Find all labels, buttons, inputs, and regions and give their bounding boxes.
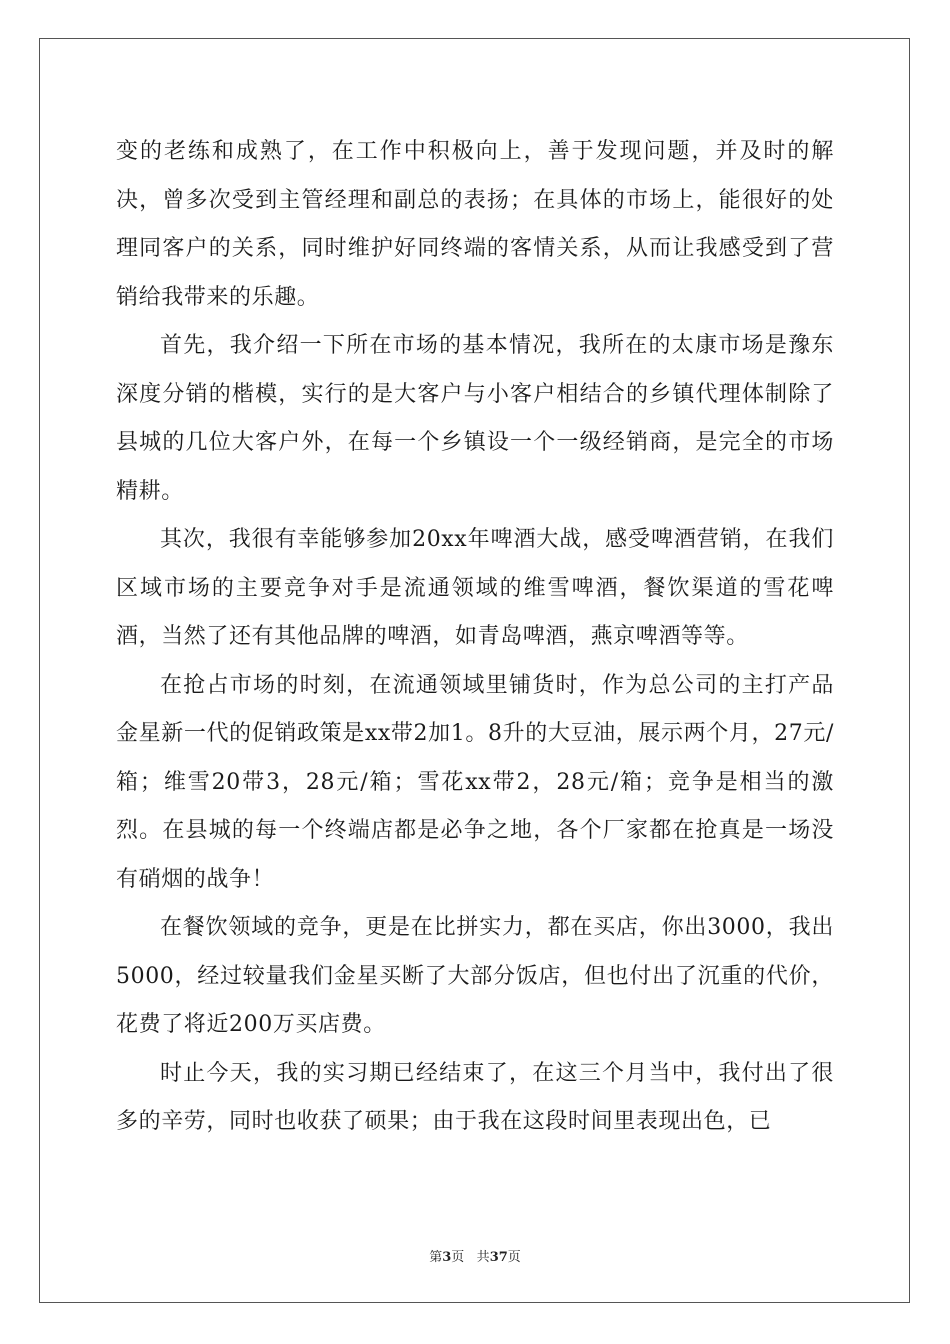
page-footer xyxy=(0,1246,950,1265)
paragraph-continued: 变的老练和成熟了，在工作中积极向上，善于发现问题，并及时的解决，曾多次受到主管经理和副总的表扬；在具体的市场上，能很好的处理同客户的关系，同时维护好同终端的客情关系，从而让我感受到了营销给我带来的乐趣。 xyxy=(116,139,834,310)
paragraph-promotion-policy: 在抢占市场的时刻，在流通领域里铺货时，作为总公司的主打产品金星新一代的促销政策是xx带2加1。8升的大豆油，展示两个月，27元/箱；维雪20带3，28元/箱；雪花xx带2，28元/箱；竞争是相当的激烈。在县城的每一个终端店都是必争之地，各个厂家都在抢真是一场没有硝烟的战争！ xyxy=(116,672,834,892)
document-body xyxy=(116,128,834,1147)
paragraph-catering-competition: 在餐饮领域的竞争，更是在比拼实力，都在买店，你出3000，我出5000，经过较量我们金星买断了大部分饭店，但也付出了沉重的代价，花费了将近200万买店费。 xyxy=(116,915,834,1037)
paragraph-market-overview: 首先，我介绍一下所在市场的基本情况，我所在的太康市场是豫东深度分销的楷模，实行的是大客户与小客户相结合的乡镇代理体制除了县城的几位大客户外，在每一个乡镇设一个一级经销商，是完全的市场精耕。 xyxy=(116,333,834,504)
page-number: 3 xyxy=(442,1250,452,1265)
total-suffix: 页 xyxy=(507,1250,521,1265)
paragraph-internship-summary: 时止今天，我的实习期已经结束了，在这三个月当中，我付出了很多的辛劳，同时也收获了硕果；由于我在这段时间里表现出色，已 xyxy=(116,1060,834,1134)
paragraph-beer-competition: 其次，我很有幸能够参加20xx年啤酒大战，感受啤酒营销，在我们区域市场的主要竞争对手是流通领域的维雪啤酒，餐饮渠道的雪花啤酒，当然了还有其他品牌的啤酒，如青岛啤酒，燕京啤酒等等。 xyxy=(116,527,834,649)
page-suffix: 页 xyxy=(451,1250,465,1265)
page-prefix: 第 xyxy=(429,1250,443,1265)
total-prefix: 共 xyxy=(476,1250,490,1265)
total-pages: 37 xyxy=(489,1250,508,1265)
